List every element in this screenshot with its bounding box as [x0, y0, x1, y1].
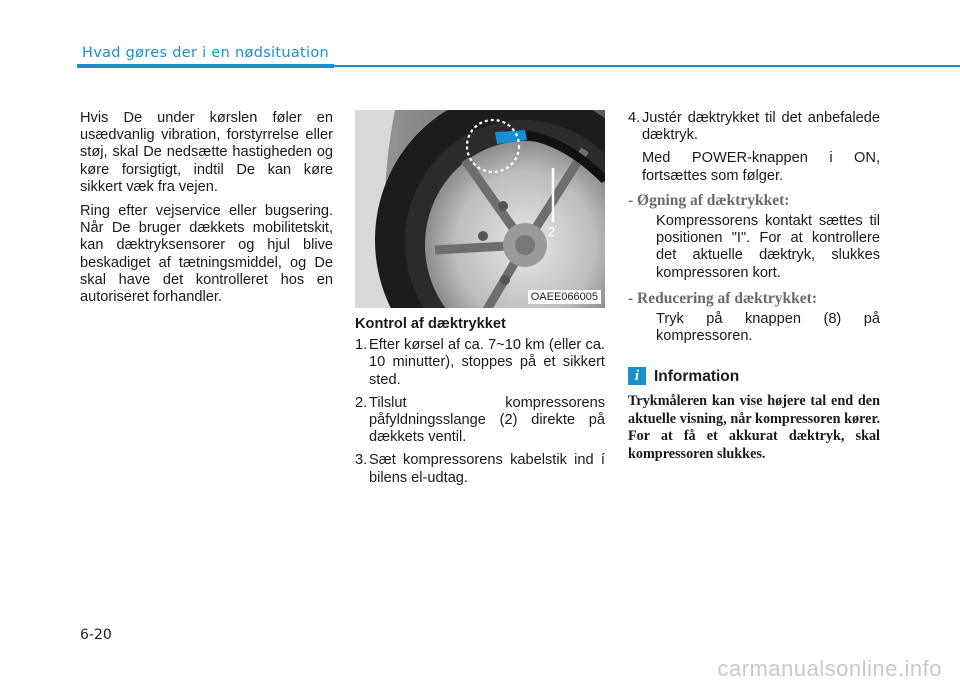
header-rule-accent	[77, 64, 334, 68]
step-1	[355, 337, 605, 389]
information-title: Information	[654, 367, 740, 385]
step-4	[628, 110, 880, 144]
watermark: carmanualsonline.info	[717, 656, 942, 681]
callout-2: 2	[548, 224, 556, 239]
reduce-pressure-text: Tryk på knappen (8) på kompressoren.	[656, 311, 880, 345]
header-rule	[334, 65, 960, 67]
tire-compressor-figure	[355, 110, 605, 308]
step-number: 1.	[355, 337, 368, 354]
paragraph-roadside: Ring efter vejservice eller bugsering. Når De bruger dækkets mobilitetskit, kan dæktryksensorer og hjul blive beskadiget af tætningsmiddel, og De skal have det kontrolleret hos en autoriseret forhandler.	[80, 203, 333, 306]
figure-code: OAEE066005	[528, 290, 601, 304]
paragraph-vibration: Hvis De under kørslen føler en usædvanlig vibration, forstyrrelse eller støj, skal De nedsætte hastigheden og køre forsigtigt, indtil De kan køre sikkert væk fra vejen.	[80, 110, 333, 195]
page-number: 6-20	[80, 627, 112, 643]
column-1	[80, 110, 333, 313]
column-2	[355, 316, 605, 493]
step-number: 3.	[355, 452, 368, 469]
step-number: 2.	[355, 394, 368, 411]
step-number: 4.	[628, 110, 641, 126]
reduce-pressure-heading: - Reducering af dæktrykket:	[628, 289, 817, 307]
info-icon: i	[628, 367, 646, 385]
step-4-note: Med POWER-knappen i ON, fortsættes som følger.	[642, 150, 880, 184]
step-text: Efter kørsel af ca. 7~10 km (eller ca. 10 minutter), stoppes på et sikkert sted.	[369, 337, 605, 388]
information-header	[628, 367, 880, 385]
information-body: Trykmåleren kan vise højere tal end den aktuelle visning, når kompressoren kører. For at få et akkurat dæktryk, skal kompressoren slukkes.	[628, 393, 880, 462]
step-2	[355, 395, 605, 447]
column-3	[628, 110, 880, 470]
step-text: Tilslut kompressorens påfyldningsslange (2) direkte på dækkets ventil.	[369, 394, 605, 446]
step-text: Justér dæktrykket til det anbefalede dæktryk.	[642, 110, 880, 144]
increase-pressure-text: Kompressorens kontakt sættes til positionen "I". For at kontrollere det aktuelle dæktryk, slukkes kompressoren kort.	[656, 213, 880, 281]
step-3	[355, 452, 605, 486]
step-text: Sæt kompressorens kabelstik ind í bilens el-udtag.	[369, 452, 605, 486]
section-title: Hvad gøres der i en nødsituation	[82, 45, 330, 61]
tire-illustration	[355, 110, 605, 308]
heading-tire-pressure: Kontrol af dæktrykket	[355, 316, 506, 332]
increase-pressure-heading: - Øgning af dæktrykket:	[628, 191, 790, 209]
